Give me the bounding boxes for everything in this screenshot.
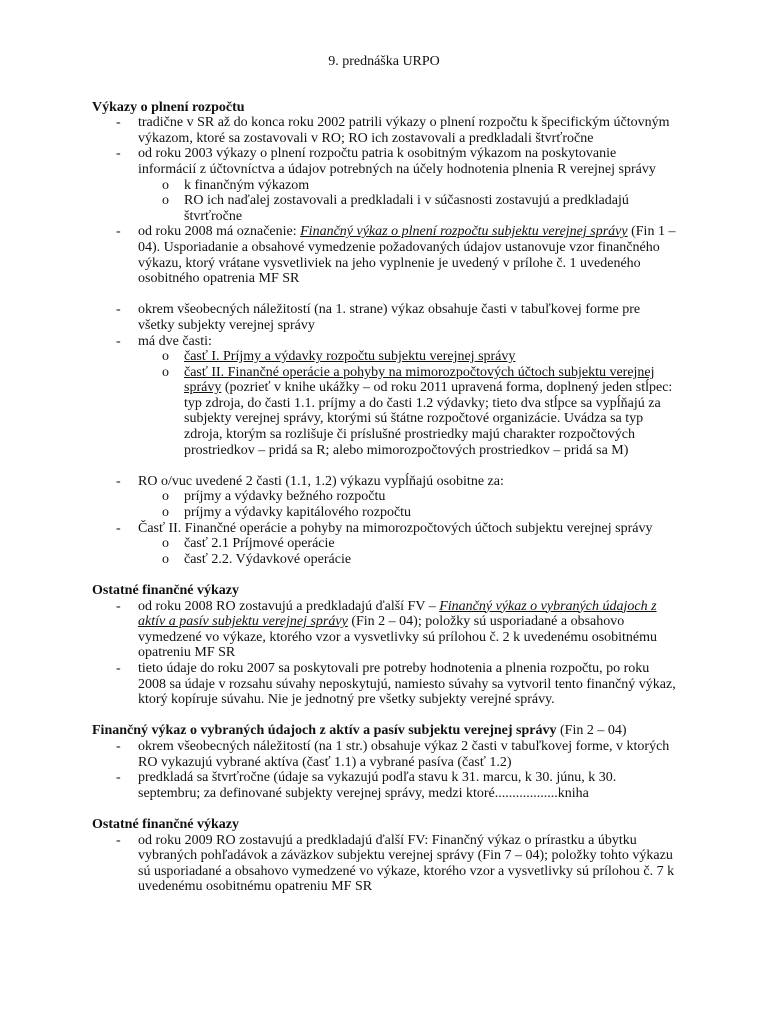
- list-item: - tieto údaje do roku 2007 sa poskytovali pre potreby hodnotenia a plnenia rozpočtu, po roku 2008 sa údaje v rozsahu súvahy neposkytujú, namiesto súvahy sa vytvoril tento finančný výkaz, ktorý kopíruje súvahu. Nie je jednotný pre všetky subjekty verejné správy.: [92, 661, 676, 708]
- section-budget-reports: [92, 100, 676, 568]
- spacer: [92, 287, 676, 303]
- list-item: [92, 224, 676, 286]
- item-text: (Fin 2 – 04); položky sú usporiadané a obsahovo vymedzené vo výkaze, ktorého vzor a vysvetlivky sú prílohou č. 2 k uvedenému osobitnému opatreniu MF SR: [138, 614, 658, 661]
- part-name: časť I. Príjmy a výdavky rozpočtu subjektu verejnej správy: [184, 349, 516, 365]
- item-text: (Fin 1 – 04). Usporiadanie a obsahové vymedzenie požadovaných údajov ustanovuje vzor finančného výkazu, ktorý vrátane vysvetliviek na jeho vyplnenie je uvedený v prílohe č. 1 uvedeného osobitného opatrenia MF SR: [138, 224, 676, 287]
- list-item: - predkladá sa štvrťročne (údaje sa vykazujú podľa stavu k 31. marcu, k 30. júnu, k 30. septembru; za definované subjekty verejnej správy, medzi ktoré..................kniha: [92, 770, 676, 801]
- section-other-reports-2: [92, 817, 676, 895]
- item-text: od roku 2008 má označenie:: [138, 224, 301, 240]
- item-text: od roku 2008 RO zostavujú a predkladajú ďalší FV –: [138, 598, 440, 614]
- list-item: - okrem všeobecných náležitostí (na 1. strane) výkaz obsahuje časti v tabuľkovej forme pre všetky subjekty verejnej správy: [92, 302, 676, 333]
- sub-list-item: o príjmy a výdavky kapitálového rozpočtu: [92, 505, 676, 521]
- list-item: - Časť II. Finančné operácie a pohyby na mimorozpočtových účtoch subjektu verejnej správy: [92, 521, 676, 537]
- sub-list-item: o časť 2.1 Príjmové operácie: [92, 536, 676, 552]
- list-item: - od roku 2003 výkazy o plnení rozpočtu patria k osobitným výkazom na poskytovanie informácií z účtovníctva a údajov potrebných na účely hodnotenia plnenia R verejnej správy: [92, 146, 676, 177]
- list-item: [92, 599, 676, 661]
- section-heading: Ostatné finančné výkazy: [92, 816, 239, 832]
- sub-list-item: [92, 349, 676, 365]
- item-text: (pozrieť v knihe ukážky – od roku 2011 upravená forma, doplnený jeden stĺpec: typ zdroja, do časti 1.1. príjmy a do časti 1.2 výdavky; tieto dva stĺpce sa vypĺňajú za subjekty verejnej správy, ktorými sú štátne rozpočtové organizácie. Uvádza sa typ zdroja, ktorým sa rozlišuje či príslušné prostriedky majú charakter rozpočtových prostriedkov – pridá sa R; alebo mimorozpočtových prostriedkov – pridá sa M): [184, 380, 673, 458]
- heading-code: (Fin 2 – 04): [556, 723, 627, 739]
- section-heading: Výkazy o plnení rozpočtu: [92, 99, 245, 115]
- document-page: [92, 54, 676, 910]
- sub-list-item: o príjmy a výdavky bežného rozpočtu: [92, 489, 676, 505]
- report-name: Finančný výkaz o vybraných údajoch z aktív a pasív subjektu verejnej správy: [138, 598, 657, 630]
- list-item: - tradične v SR až do konca roku 2002 patrili výkazy o plnení rozpočtu k špecifickým účtovným výkazom, ktoré sa zostavovali v RO; RO ich zostavovali a predkladali štvrťročne: [92, 115, 676, 146]
- sub-list-item: o časť 2.2. Výdavkové operácie: [92, 552, 676, 568]
- spacer: [92, 458, 676, 474]
- section-heading: Ostatné finančné výkazy: [92, 583, 239, 598]
- list-item: - RO o/vuc uvedené 2 časti (1.1, 1.2) výkazu vypĺňajú osobitne za:: [92, 474, 676, 490]
- sub-list-item: o RO ich naďalej zostavovali a predkladali i v súčasnosti zostavujú a predkladajú štvrťročne: [92, 193, 676, 224]
- sub-list-item: o k finančným výkazom: [92, 178, 676, 194]
- list-item: - okrem všeobecných náležitostí (na 1 str.) obsahuje výkaz 2 časti v tabuľkovej forme, v ktorých RO vykazujú vybrané aktíva (časť 1.1) a vybrané pasíva (časť 1.2): [92, 739, 676, 770]
- sub-list-item: [92, 365, 676, 459]
- report-name: Finančný výkaz o plnení rozpočtu subjektu verejnej správy: [300, 224, 628, 240]
- list-item: - má dve časti:: [92, 334, 676, 350]
- section-other-reports: [92, 583, 676, 708]
- heading-text: Finančný výkaz o vybraných údajoch z aktív a pasív subjektu verejnej správy: [92, 723, 557, 739]
- part-name: časť II. Finančné operácie a pohyby na mimorozpočtových účtoch subjektu verejnej správy: [184, 364, 655, 396]
- section-fin2-report: [92, 723, 676, 801]
- section-heading: [92, 723, 676, 739]
- list-item: - od roku 2009 RO zostavujú a predkladajú ďalší FV: Finančný výkaz o prírastku a úbytku vybraných pohľadávok a záväzkov subjektu verejnej správy (Fin 7 – 04); položky tohto výkazu sú usporiadané a obsahovo vymedzené vo výkaze, ktorého vzor a vysvetlivky sú prílohou č. 7 k uvedenému osobitnému opatreniu MF SR: [92, 833, 676, 895]
- page-title: 9. prednáška URPO: [328, 54, 440, 69]
